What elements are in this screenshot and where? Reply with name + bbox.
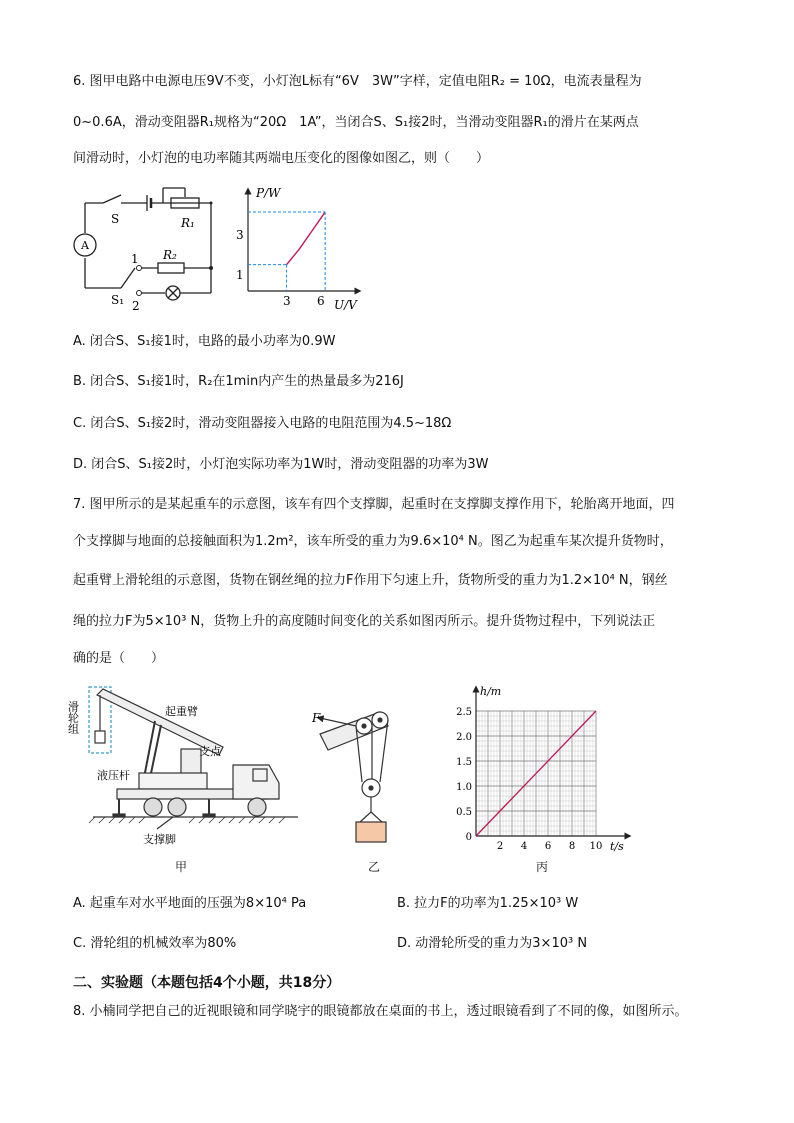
crane-caption: 甲 xyxy=(175,860,188,874)
q6-option-d: D. 闭合S、S₁接2时，小灯泡实际功率为1W时，滑动变阻器的功率为3W xyxy=(73,457,489,472)
x-tick-6: 6 xyxy=(317,294,325,308)
q7-line1: 7. 图甲所示的是某起重车的示意图，该车有四个支撑脚，起重时在支撑脚支撑作用下，轮胎离开地面，四 xyxy=(73,497,675,512)
q7-line4: 绳的拉力F为5×10³ N，货物上升的高度随时间变化的关系如图丙所示。提升货物过程中，下列说法正 xyxy=(73,614,656,629)
q6-option-a: A. 闭合S、S₁接1时，电路的最小功率为0.9W xyxy=(73,334,336,349)
power-curve xyxy=(287,212,326,265)
q7-line5: 确的是（ ） xyxy=(73,651,165,666)
x-axis-label: U/V xyxy=(334,298,357,312)
q8-line1: 8. 小楠同学把自己的近视眼镜和同学晓宇的眼镜都放在桌面的书上，透过眼镜看到了不同的像，如图所示。 xyxy=(73,1004,688,1019)
x-tick-label: 6 xyxy=(544,841,552,852)
x-axis-label: t/s xyxy=(610,840,624,853)
r2-label: R₂ xyxy=(163,248,177,262)
y-axis-label: P/W xyxy=(256,186,281,200)
circuit-diagram xyxy=(73,183,218,313)
switch-s1-label: S₁ xyxy=(111,293,125,307)
q7-option-a: A. 起重车对水平地面的压强为8×10⁴ Pa xyxy=(73,896,307,911)
y-tick-3: 3 xyxy=(236,228,244,242)
q6-option-b: B. 闭合S、S₁接1时，R₂在1min内产生的热量最多为216J xyxy=(73,374,404,389)
r1-label: R₁ xyxy=(181,216,195,230)
x-tick-label: 8 xyxy=(568,841,576,852)
x-tick-3: 3 xyxy=(283,294,291,308)
y-tick-label: 0.5 xyxy=(456,807,472,818)
crane-diagram xyxy=(66,683,303,848)
y-tick-label: 0 xyxy=(465,832,472,843)
q7-option-b: B. 拉力F的功率为1.25×10³ W xyxy=(397,896,579,911)
y-tick-1: 1 xyxy=(236,268,244,282)
contact-2-label: 2 xyxy=(132,299,140,313)
y-tick-label: 2.0 xyxy=(456,732,472,743)
q6-line2: 0~0.6A，滑动变阻器R₁规格为“20Ω 1A”，当闭合S、S₁接2时，当滑动变阻器R₁的滑片在某两点 xyxy=(73,115,639,130)
force-f-label: F xyxy=(312,711,321,725)
contact-1-label: 1 xyxy=(131,252,139,266)
y-axis-label: h/m xyxy=(480,685,502,698)
ammeter-label: A xyxy=(81,239,89,252)
q7-line3: 起重臂上滑轮组的示意图，货物在钢丝绳的拉力F作用下匀速上升，货物所受的重力为1.2×10⁴ N，钢丝 xyxy=(73,573,668,588)
piston-label: 液压杆 xyxy=(97,769,130,782)
leg-label: 支撑脚 xyxy=(143,833,176,846)
power-voltage-graph xyxy=(238,183,368,313)
y-tick-label: 1.5 xyxy=(456,757,472,768)
q7-option-c: C. 滑轮组的机械效率为80% xyxy=(73,936,237,951)
q6-line3: 间滑动时，小灯泡的电功率随其两端电压变化的图像如图乙，则（ ） xyxy=(73,151,490,166)
y-tick-label: 1.0 xyxy=(456,782,472,793)
pulley-group-label: 滑轮组 xyxy=(66,701,80,734)
y-tick-label: 2.5 xyxy=(456,707,472,718)
q7-option-d: D. 动滑轮所受的重力为3×10³ N xyxy=(397,936,588,951)
boom-label: 起重臂 xyxy=(165,705,198,718)
section-2-heading: 二、实验题（本题包括4个小题，共18分） xyxy=(73,975,341,991)
q6-option-c: C. 闭合S、S₁接2时，滑动变阻器接入电路的电阻范围为4.5~18Ω xyxy=(73,416,452,431)
pulley-caption: 乙 xyxy=(368,860,381,874)
height-time-graph xyxy=(446,683,636,853)
q6-line1: 6. 图甲电路中电源电压9V不变，小灯泡L标有“6V 3W”字样，定值电阻R₂ = 10Ω，电流表量程为 xyxy=(73,74,642,89)
q7-line2: 个支撑脚与地面的总接触面积为1.2m²，该车所受的重力为9.6×10⁴ N。图乙为起重车某次提升货物时， xyxy=(73,534,673,549)
switch-s-label: S xyxy=(111,212,120,226)
pulley-diagram xyxy=(310,708,410,848)
graph-caption: 丙 xyxy=(536,860,549,874)
x-tick-label: 10 xyxy=(589,841,603,852)
pivot-label: 支点 xyxy=(199,745,221,758)
x-tick-label: 4 xyxy=(520,841,528,852)
x-tick-label: 2 xyxy=(496,841,504,852)
